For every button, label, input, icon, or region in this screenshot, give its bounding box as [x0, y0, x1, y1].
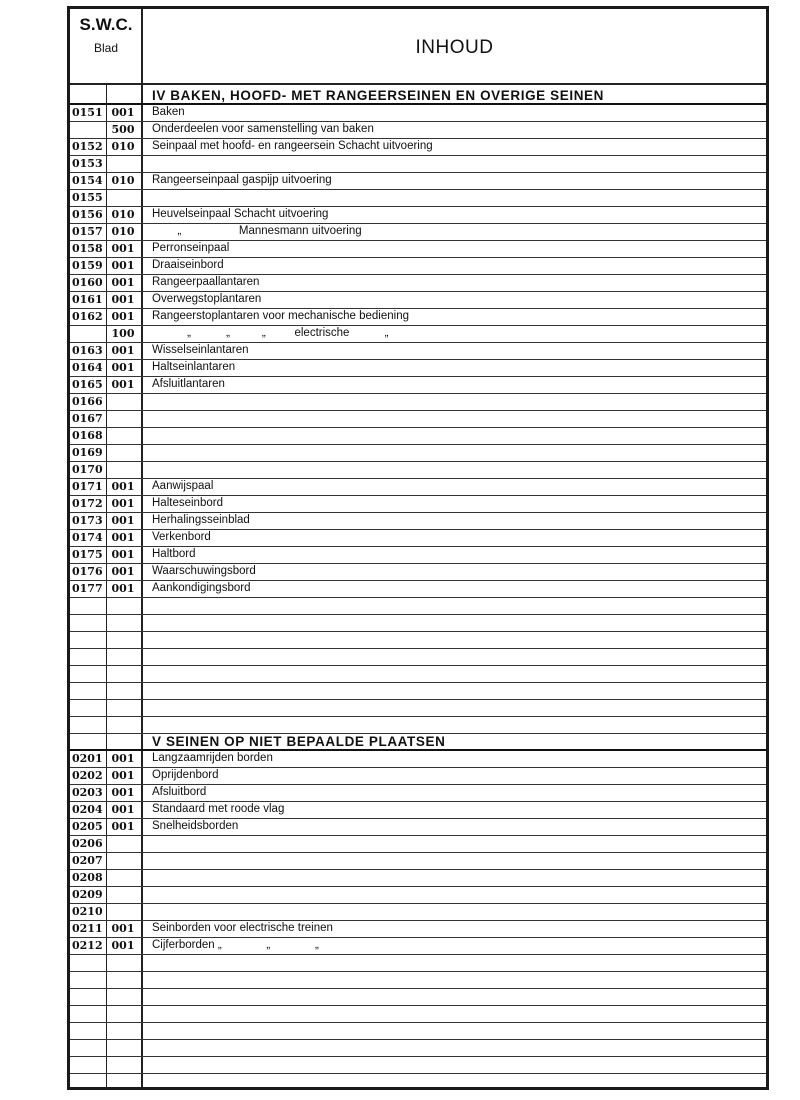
sheet-number-cell: 0204: [72, 803, 103, 816]
table-row: [70, 207, 766, 224]
sheet-number-cell: 0151: [72, 106, 103, 119]
sheet-number-cell: 0206: [72, 837, 103, 850]
table-row: [70, 224, 766, 241]
sub-number-cell: 001: [111, 939, 135, 952]
sub-number-cell: 001: [111, 344, 135, 357]
table-row: [70, 513, 766, 530]
sub-number-cell: 010: [111, 225, 135, 238]
table-row: [70, 258, 766, 275]
sheet-number-cell: 0163: [72, 344, 103, 357]
sheet-number-cell: 0210: [72, 905, 103, 918]
sheet-number-cell: 0177: [72, 582, 103, 595]
description-cell: „ Mannesmann uitvoering: [152, 225, 362, 237]
sheet-number-cell: 0176: [72, 565, 103, 578]
table-row: [70, 666, 766, 683]
table-row: [70, 156, 766, 173]
sub-number-cell: 001: [111, 242, 135, 255]
table-row: [70, 1040, 766, 1057]
table-row: [70, 309, 766, 326]
sheet-number-cell: 0155: [72, 191, 103, 204]
sub-number-cell: 001: [111, 531, 135, 544]
table-row: [70, 428, 766, 445]
description-cell: Afsluitlantaren: [152, 378, 225, 390]
table-row: [70, 853, 766, 870]
table-row: [70, 836, 766, 853]
description-cell: Rangeerseinpaal gaspijp uitvoering: [152, 174, 332, 186]
sub-number-cell: 001: [111, 514, 135, 527]
table-row: [70, 581, 766, 598]
table-row: [70, 241, 766, 258]
table-row: [70, 785, 766, 802]
table-row: [70, 275, 766, 292]
sheet-number-cell: 0159: [72, 259, 103, 272]
sheet-number-cell: 0162: [72, 310, 103, 323]
sheet-number-cell: 0165: [72, 378, 103, 391]
sheet-number-cell: 0203: [72, 786, 103, 799]
section-heading-row: [70, 88, 766, 105]
table-row: [70, 122, 766, 139]
description-cell: Haltbord: [152, 548, 196, 560]
sub-number-cell: 001: [111, 752, 135, 765]
table-row: [70, 173, 766, 190]
table-row: [70, 615, 766, 632]
table-row: [70, 105, 766, 122]
table-row: [70, 683, 766, 700]
table-row: [70, 343, 766, 360]
table-row: [70, 394, 766, 411]
description-cell: Halteseinbord: [152, 497, 223, 509]
swc-heading: S.W.C.: [79, 15, 133, 34]
table-row: [70, 1023, 766, 1040]
description-cell: Rangeerpaallantaren: [152, 276, 260, 288]
section-title: IV BAKEN, HOOFD- MET RANGEERSEINEN EN OVERIGE SEINEN: [152, 88, 605, 103]
description-cell: Oprijdenbord: [152, 769, 219, 781]
sheet-number-cell: 0175: [72, 548, 103, 561]
sheet-number-cell: 0171: [72, 480, 103, 493]
sub-number-cell: 010: [111, 208, 135, 221]
description-cell: Snelheidsborden: [152, 820, 239, 832]
table-row: [70, 292, 766, 309]
sheet-number-cell: 0208: [72, 871, 103, 884]
description-cell: Afsluitbord: [152, 786, 207, 798]
page-title: INHOUD: [415, 37, 494, 58]
sub-number-cell: 001: [111, 361, 135, 374]
table-row: [70, 1006, 766, 1023]
description-cell: Draaiseinbord: [152, 259, 224, 271]
sub-number-cell: 500: [111, 123, 135, 136]
sheet-number-cell: 0209: [72, 888, 103, 901]
sheet-number-cell: 0172: [72, 497, 103, 510]
table-row: [70, 717, 766, 734]
description-cell: Baken: [152, 106, 185, 118]
sheet-number-cell: 0207: [72, 854, 103, 867]
description-cell: Standaard met roode vlag: [152, 803, 285, 815]
table-row: [70, 190, 766, 207]
description-cell: Overwegstoplantaren: [152, 293, 262, 305]
description-cell: Haltseinlantaren: [152, 361, 236, 373]
description-cell: Waarschuwingsbord: [152, 565, 256, 577]
table-row: [70, 479, 766, 496]
description-cell: Seinpaal met hoofd- en rangeersein Schacht uitvoering: [152, 140, 433, 152]
description-cell: Aankondigingsbord: [152, 582, 251, 594]
sheet-number-cell: 0202: [72, 769, 103, 782]
table-row: [70, 768, 766, 785]
sheet-number-cell: 0160: [72, 276, 103, 289]
sub-number-cell: 010: [111, 174, 135, 187]
sub-number-cell: 001: [111, 259, 135, 272]
sub-number-cell: 001: [111, 786, 135, 799]
sheet-number-cell: 0153: [72, 157, 103, 170]
sub-number-cell: 001: [111, 803, 135, 816]
table-row: [70, 904, 766, 921]
table-row: [70, 751, 766, 768]
table-row: [70, 564, 766, 581]
table-row: [70, 938, 766, 955]
description-cell: Cijferborden „ „ „: [152, 939, 319, 951]
description-cell: Onderdeelen voor samenstelling van baken: [152, 123, 374, 135]
sheet-number-cell: 0161: [72, 293, 103, 306]
section-title: V SEINEN OP NIET BEPAALDE PLAATSEN: [152, 734, 446, 749]
description-cell: Rangeerstoplantaren voor mechanische bediening: [152, 310, 410, 322]
index-table: [70, 88, 766, 1074]
description-cell: Wisselseinlantaren: [152, 344, 249, 356]
table-row: [70, 819, 766, 836]
sheet-number-cell: 0167: [72, 412, 103, 425]
sub-number-cell: 001: [111, 310, 135, 323]
table-row: [70, 972, 766, 989]
sub-number-cell: 001: [111, 480, 135, 493]
index-sheet: [67, 6, 769, 1090]
sub-number-cell: 001: [111, 276, 135, 289]
sheet-number-cell: 0166: [72, 395, 103, 408]
blad-subheading: Blad: [93, 41, 119, 55]
table-row: [70, 377, 766, 394]
description-cell: Aanwijspaal: [152, 480, 214, 492]
description-cell: Langzaamrijden borden: [152, 752, 273, 764]
description-cell: Verkenbord: [152, 531, 211, 543]
description-cell: Herhalingsseinblad: [152, 514, 250, 526]
table-row: [70, 632, 766, 649]
table-row: [70, 649, 766, 666]
sheet-number-cell: 0205: [72, 820, 103, 833]
sheet-number-cell: 0152: [72, 140, 103, 153]
table-row: [70, 360, 766, 377]
sheet-number-cell: 0156: [72, 208, 103, 221]
sub-number-cell: 001: [111, 378, 135, 391]
table-row: [70, 326, 766, 343]
sub-number-cell: 001: [111, 548, 135, 561]
description-cell: Seinborden voor electrische treinen: [152, 922, 333, 934]
table-row: [70, 445, 766, 462]
table-row: [70, 496, 766, 513]
sheet-number-cell: 0157: [72, 225, 103, 238]
sheet-number-cell: 0169: [72, 446, 103, 459]
sheet-number-cell: 0158: [72, 242, 103, 255]
sub-number-cell: 001: [111, 293, 135, 306]
sheet-number-cell: 0201: [72, 752, 103, 765]
sheet-number-cell: 0173: [72, 514, 103, 527]
table-row: [70, 598, 766, 615]
section-heading-row: [70, 734, 766, 751]
sheet-number-cell: 0164: [72, 361, 103, 374]
sub-number-cell: 001: [111, 106, 135, 119]
table-row: [70, 1057, 766, 1074]
table-row: [70, 802, 766, 819]
description-cell: Perronseinpaal: [152, 242, 230, 254]
table-row: [70, 955, 766, 972]
sheet-number-cell: 0170: [72, 463, 103, 476]
table-row: [70, 887, 766, 904]
table-row: [70, 530, 766, 547]
table-row: [70, 700, 766, 717]
table-row: [70, 547, 766, 564]
sheet-number-cell: 0168: [72, 429, 103, 442]
sub-number-cell: 001: [111, 922, 135, 935]
sheet-number-cell: 0212: [72, 939, 103, 952]
sub-number-cell: 001: [111, 582, 135, 595]
sub-number-cell: 001: [111, 497, 135, 510]
header-divider: [70, 83, 766, 85]
description-cell: Heuvelseinpaal Schacht uitvoering: [152, 208, 329, 220]
table-row: [70, 411, 766, 428]
table-row: [70, 462, 766, 479]
table-row: [70, 921, 766, 938]
table-row: [70, 139, 766, 156]
sub-number-cell: 100: [111, 327, 135, 340]
sheet-number-cell: 0211: [72, 922, 103, 935]
description-cell: „ „ „ electrische „: [152, 327, 389, 339]
sheet-number-cell: 0154: [72, 174, 103, 187]
table-row: [70, 870, 766, 887]
sub-number-cell: 010: [111, 140, 135, 153]
sub-number-cell: 001: [111, 565, 135, 578]
table-row: [70, 989, 766, 1006]
sheet-number-cell: 0174: [72, 531, 103, 544]
sub-number-cell: 001: [111, 769, 135, 782]
sub-number-cell: 001: [111, 820, 135, 833]
